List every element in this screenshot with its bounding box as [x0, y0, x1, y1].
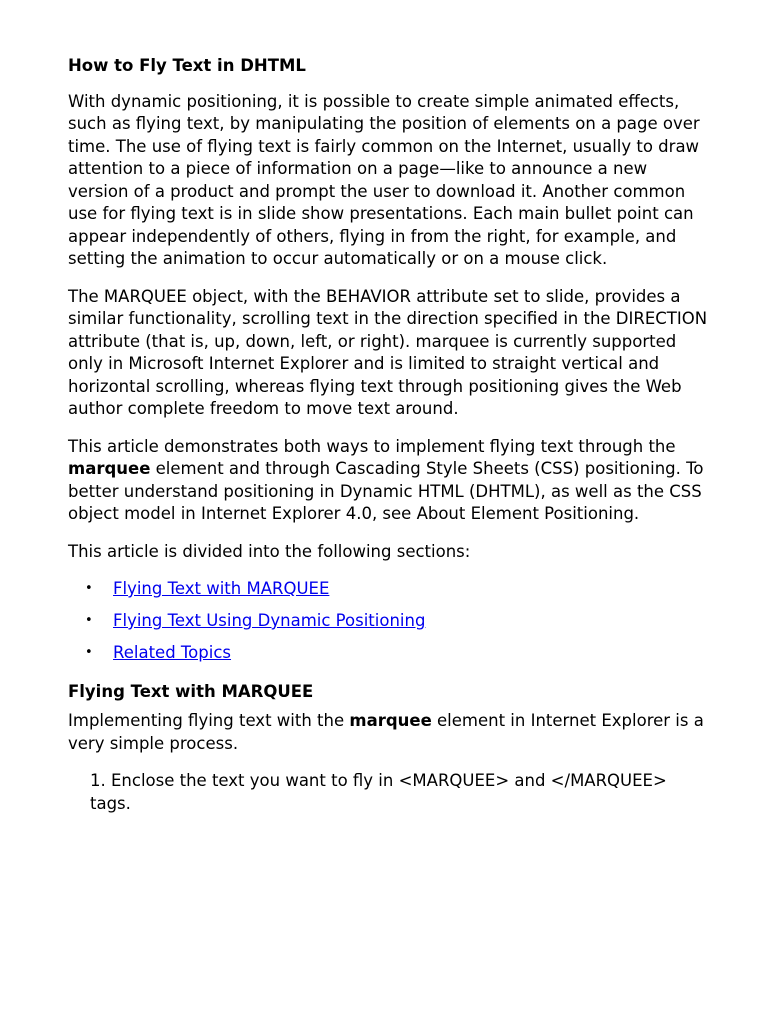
list-item [68, 642, 708, 665]
bullet-icon: • [85, 581, 93, 596]
marquee-keyword: marquee [349, 711, 432, 730]
marquee-paragraph [68, 710, 708, 755]
list-item [68, 770, 708, 815]
marquee-paragraph-start: Implementing flying text with the [68, 711, 350, 730]
list-item [68, 578, 708, 601]
step-number: 1. [90, 771, 106, 790]
marquee-paragraph-end: element in Internet Explorer is a very simple process. [68, 711, 704, 753]
intro-paragraph-3 [68, 436, 708, 526]
intro-paragraph-3-start: This article demonstrates both ways to implement flying text through the [68, 436, 676, 456]
sections-list [68, 578, 708, 665]
sections-intro: This article is divided into the following sections: [68, 541, 471, 561]
list-item [68, 610, 708, 633]
link-related-topics[interactable]: Related Topics [113, 643, 232, 662]
intro-paragraph-2: The MARQUEE object, with the BEHAVIOR attribute set to slide, provides a similar functionality, scrolling text in the direction specified in the DIRECTION attribute (that is, up, down, left, or right). marquee is currently supported only in Microsoft Internet Explorer and is limited to straight vertical and horizontal scrolling, whereas flying text through positioning gives the Web author complete freedom to move text around. [68, 286, 708, 418]
bullet-icon: • [85, 645, 93, 660]
link-flying-text-positioning[interactable]: Flying Text Using Dynamic Positioning [113, 611, 426, 630]
intro-paragraph-3-end: element and through Cascading Style Sheets (CSS) positioning. To better understand positioning in Dynamic HTML (DHTML), as well as the CSS object model in Internet Explorer 4.0, see About Element Positioning. [68, 459, 704, 523]
link-flying-text-marquee[interactable]: Flying Text with MARQUEE [113, 579, 330, 598]
document-title: How to Fly Text in DHTML [68, 56, 306, 75]
steps-list [68, 770, 708, 815]
bullet-icon: • [85, 613, 93, 628]
intro-paragraph-1: With dynamic positioning, it is possible to create simple animated effects, such as flying text, by manipulating the position of elements on a page over time. The use of flying text is fairly common on the Internet, usually to draw attention to a piece of information on a page—like to announce a new version of a product and prompt the user to download it. Another common use for flying text is in slide show presentations. Each main bullet point can appear independently of others, flying in from the right, for example, and setting the animation to occur automatically or on a mouse click. [68, 91, 700, 268]
section-heading-marquee: Flying Text with MARQUEE [68, 681, 314, 701]
marquee-keyword: marquee [68, 459, 151, 478]
step-text: Enclose the text you want to fly in <MARQUEE> and </MARQUEE> tags. [90, 771, 667, 813]
